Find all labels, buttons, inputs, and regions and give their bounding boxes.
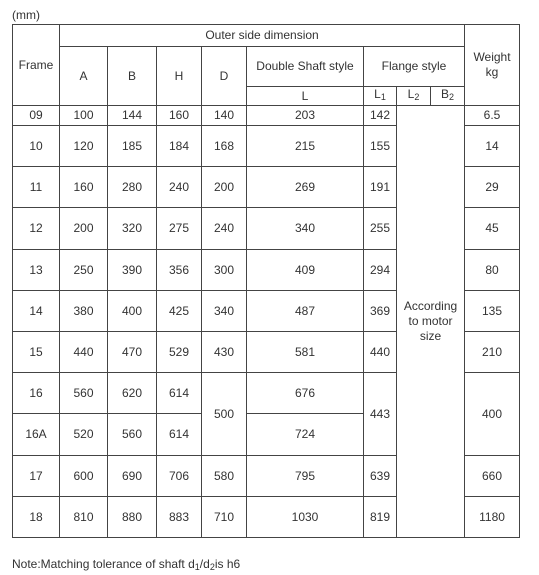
flange-style-header: Flange style (364, 47, 465, 87)
a-cell: 520 (60, 414, 108, 456)
h-cell: 275 (157, 208, 202, 250)
weight-cell: 1180 (465, 497, 520, 538)
l1-cell: 294 (364, 250, 397, 291)
dimension-table (12, 24, 520, 538)
frame-cell: 15 (13, 332, 60, 373)
l1-cell: 191 (364, 167, 397, 208)
h-cell: 240 (157, 167, 202, 208)
note-slash: /d (199, 557, 210, 571)
according-line-3: size (419, 329, 442, 343)
d-cell: 430 (202, 332, 247, 373)
l-cell: 340 (247, 208, 364, 250)
l-cell: 581 (247, 332, 364, 373)
l2-subscript: 2 (414, 92, 420, 102)
h-cell: 529 (157, 332, 202, 373)
weight-cell: 660 (465, 456, 520, 497)
note-sub-1: 1 (194, 562, 200, 572)
d-cell: 200 (202, 167, 247, 208)
table-row (13, 106, 520, 126)
a-cell: 560 (60, 373, 108, 414)
l-cell: 215 (247, 126, 364, 167)
frame-cell: 11 (13, 167, 60, 208)
note-suffix: is h6 (214, 557, 241, 571)
b2-header (431, 87, 465, 106)
b-cell: 390 (108, 250, 157, 291)
note-sub-2: 2 (209, 562, 215, 572)
frame-cell: 16 (13, 373, 60, 414)
h-cell: 706 (157, 456, 202, 497)
outer-dimension-header: Outer side dimension (60, 25, 465, 47)
a-cell: 100 (60, 106, 108, 126)
frame-cell: 16A (13, 414, 60, 456)
according-line-2: to motor (408, 314, 453, 328)
b-cell: 185 (108, 126, 157, 167)
l1-cell: 639 (364, 456, 397, 497)
d-cell: 580 (202, 456, 247, 497)
weight-cell: 14 (465, 126, 520, 167)
h-cell: 614 (157, 414, 202, 456)
weight-unit: kg (485, 65, 499, 79)
l-cell: 676 (247, 373, 364, 414)
b-cell: 620 (108, 373, 157, 414)
frame-header: Frame (13, 25, 60, 106)
header-row-2 (13, 47, 520, 87)
d-cell: 710 (202, 497, 247, 538)
frame-cell: 12 (13, 208, 60, 250)
frame-cell: 10 (13, 126, 60, 167)
d-cell: 500 (202, 373, 247, 456)
double-shaft-header: Double Shaft style (247, 47, 364, 87)
weight-cell: 80 (465, 250, 520, 291)
note-prefix: Note:Matching tolerance of shaft d (12, 557, 195, 571)
b-cell: 560 (108, 414, 157, 456)
h-cell: 883 (157, 497, 202, 538)
weight-label: Weight (473, 50, 511, 64)
a-cell: 380 (60, 291, 108, 332)
b-cell: 470 (108, 332, 157, 373)
l1-cell: 142 (364, 106, 397, 126)
d-cell: 240 (202, 208, 247, 250)
weight-header (465, 25, 520, 106)
frame-cell: 18 (13, 497, 60, 538)
frame-cell: 17 (13, 456, 60, 497)
a-header: A (60, 47, 108, 106)
l1-cell: 440 (364, 332, 397, 373)
b-cell: 880 (108, 497, 157, 538)
b-cell: 280 (108, 167, 157, 208)
frame-cell: 13 (13, 250, 60, 291)
b-cell: 144 (108, 106, 157, 126)
h-header: H (157, 47, 202, 106)
h-cell: 160 (157, 106, 202, 126)
l-header: L (247, 87, 364, 106)
according-line-1: According (403, 299, 458, 313)
l1-cell: 255 (364, 208, 397, 250)
b-cell: 320 (108, 208, 157, 250)
a-cell: 200 (60, 208, 108, 250)
frame-cell: 14 (13, 291, 60, 332)
l-cell: 795 (247, 456, 364, 497)
a-cell: 440 (60, 332, 108, 373)
l1-header (364, 87, 397, 106)
header-row-1 (13, 25, 520, 47)
b2-subscript: 2 (449, 92, 455, 102)
l-cell: 203 (247, 106, 364, 126)
h-cell: 356 (157, 250, 202, 291)
weight-cell: 45 (465, 208, 520, 250)
l-cell: 1030 (247, 497, 364, 538)
l2-letter: L (407, 87, 415, 101)
unit-label: (mm) (12, 8, 40, 22)
a-cell: 250 (60, 250, 108, 291)
weight-cell: 400 (465, 373, 520, 456)
according-to-motor-size-cell (397, 106, 465, 538)
h-cell: 184 (157, 126, 202, 167)
b2-letter: B (440, 87, 449, 101)
frame-cell: 09 (13, 106, 60, 126)
d-cell: 168 (202, 126, 247, 167)
d-cell: 300 (202, 250, 247, 291)
weight-cell: 6.5 (465, 106, 520, 126)
l-cell: 724 (247, 414, 364, 456)
h-cell: 425 (157, 291, 202, 332)
d-cell: 140 (202, 106, 247, 126)
d-header: D (202, 47, 247, 106)
weight-cell: 210 (465, 332, 520, 373)
l1-cell: 369 (364, 291, 397, 332)
a-cell: 160 (60, 167, 108, 208)
a-cell: 810 (60, 497, 108, 538)
l1-cell: 443 (364, 373, 397, 456)
l1-letter: L (374, 87, 381, 101)
b-cell: 400 (108, 291, 157, 332)
weight-cell: 135 (465, 291, 520, 332)
l-cell: 487 (247, 291, 364, 332)
h-cell: 614 (157, 373, 202, 414)
l-cell: 409 (247, 250, 364, 291)
l1-cell: 819 (364, 497, 397, 538)
b-header: B (108, 47, 157, 106)
d-cell: 340 (202, 291, 247, 332)
a-cell: 120 (60, 126, 108, 167)
b-cell: 690 (108, 456, 157, 497)
tolerance-note (12, 557, 240, 572)
l1-cell: 155 (364, 126, 397, 167)
l2-header (397, 87, 431, 106)
l-cell: 269 (247, 167, 364, 208)
l1-subscript: 1 (380, 92, 386, 102)
weight-cell: 29 (465, 167, 520, 208)
a-cell: 600 (60, 456, 108, 497)
